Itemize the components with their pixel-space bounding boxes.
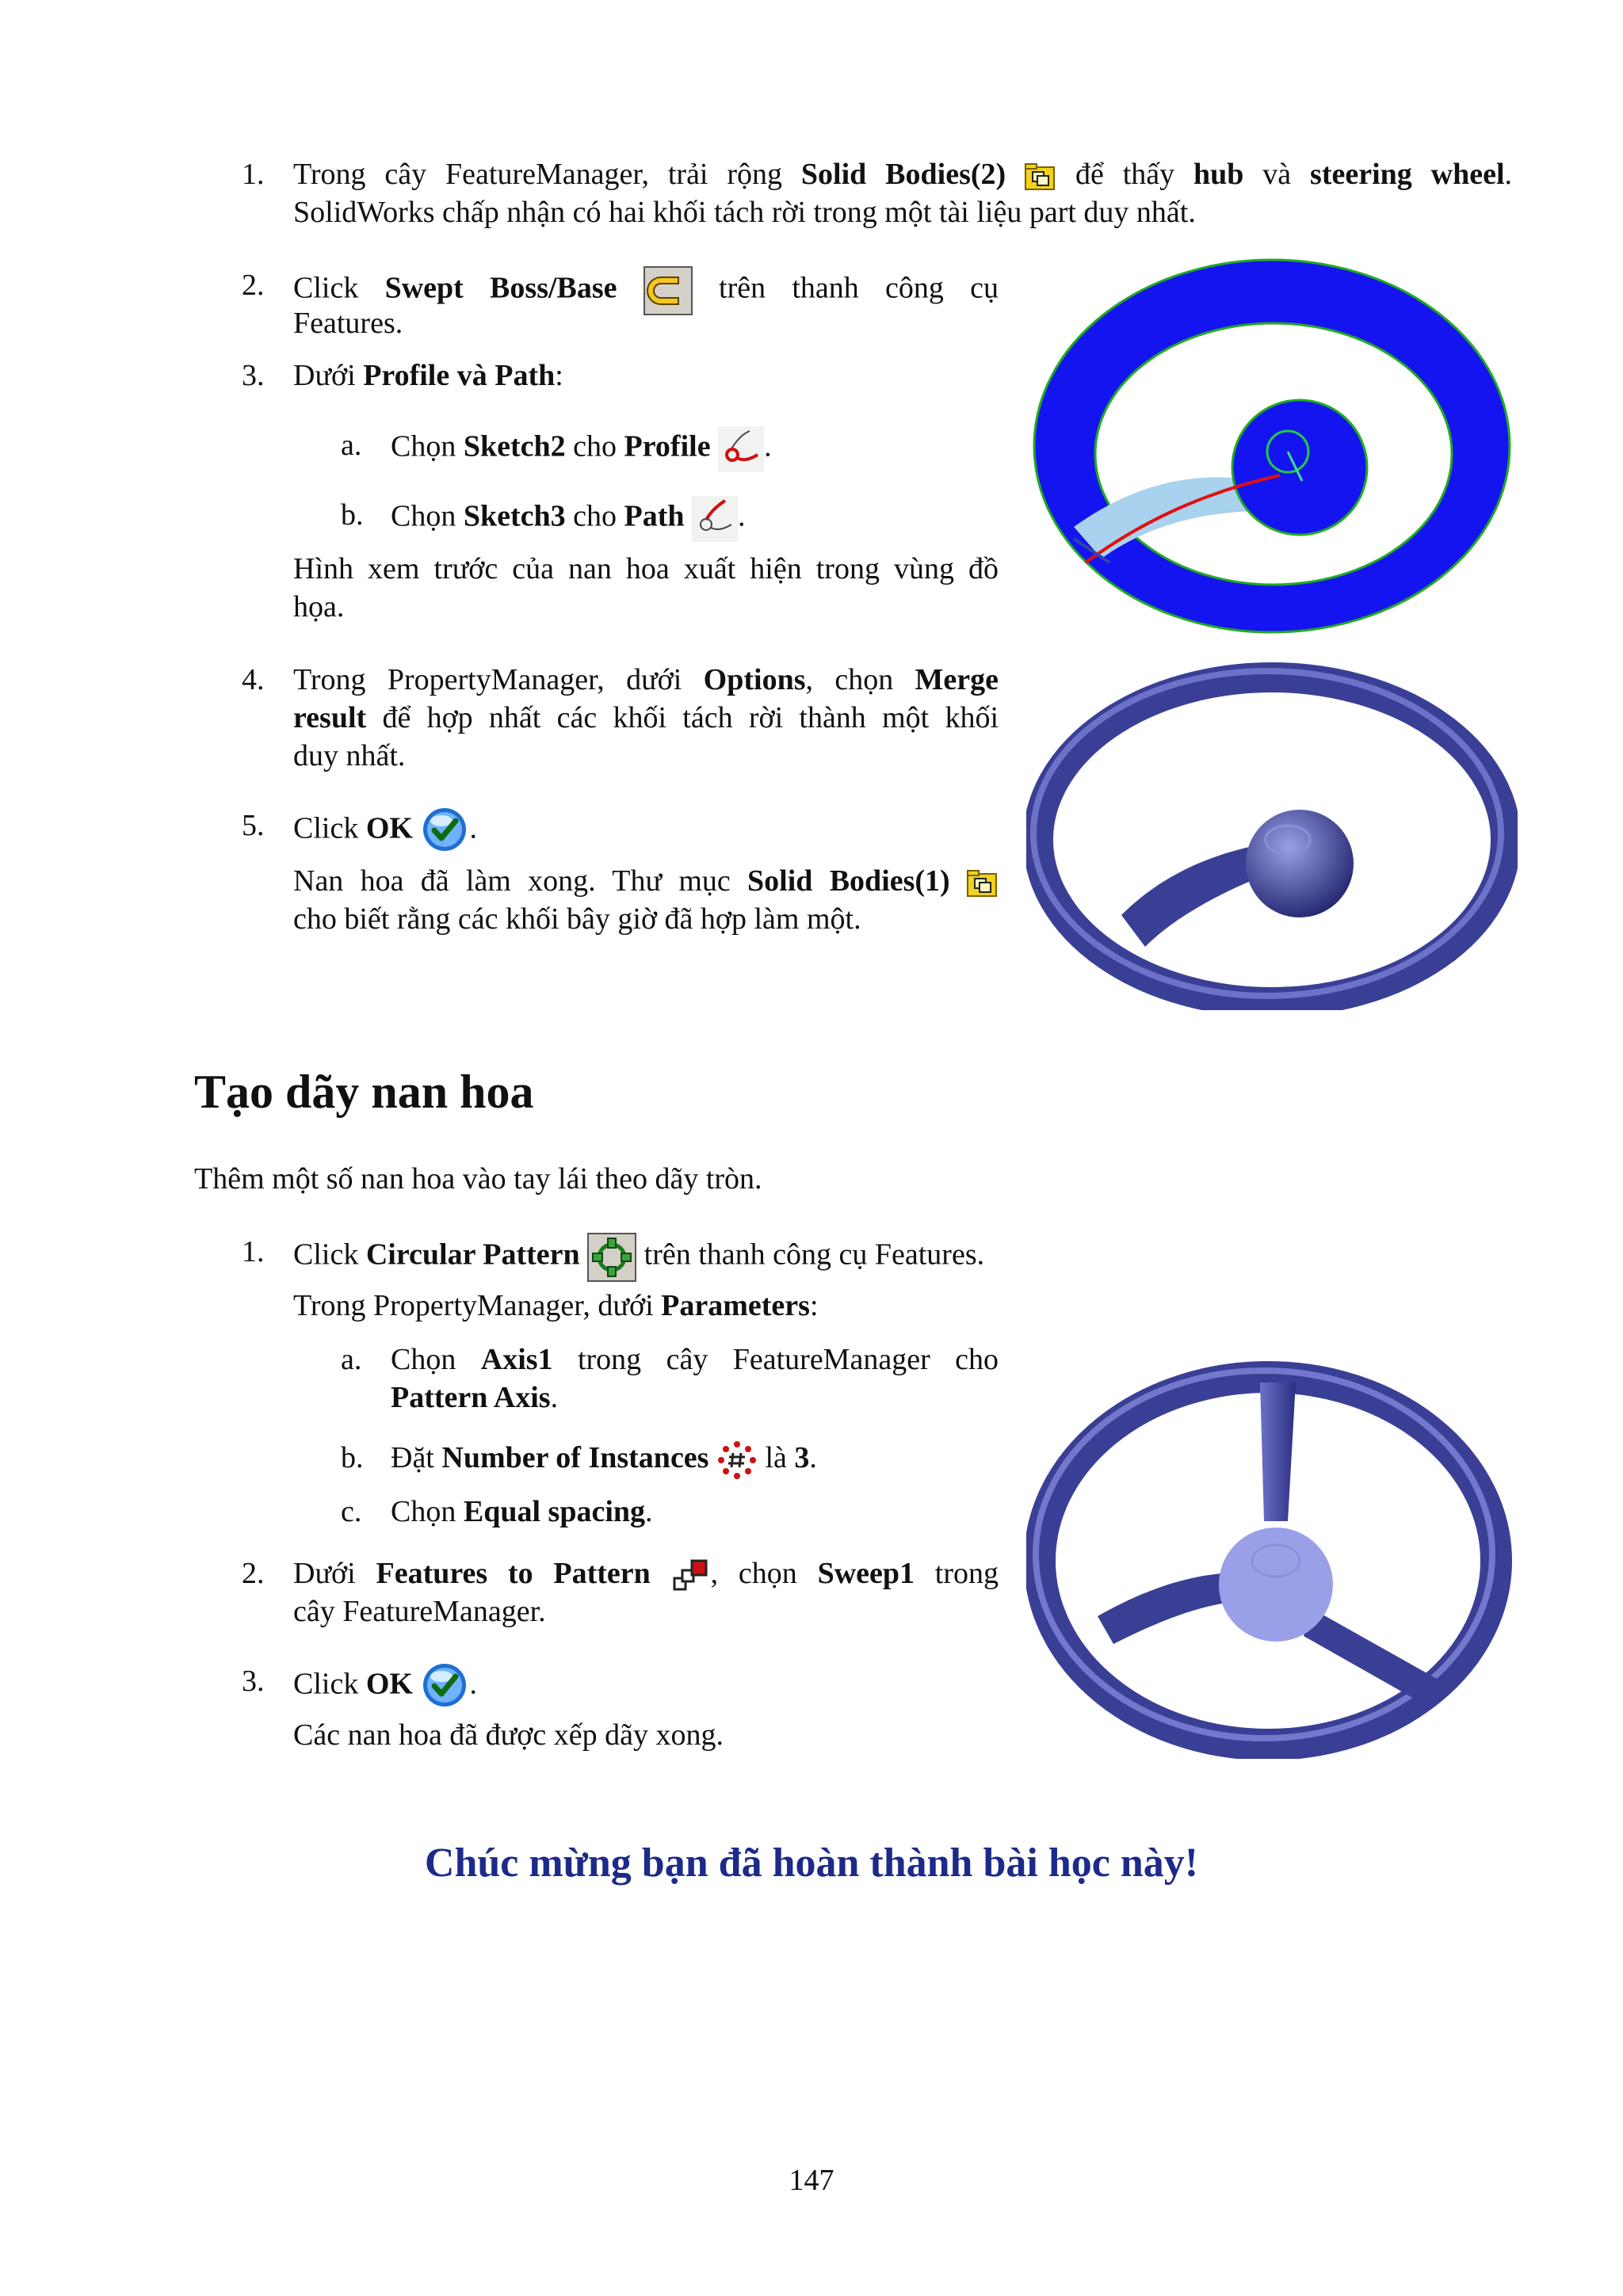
- path-sketch-icon: [692, 496, 738, 542]
- step-number: 1.: [242, 1235, 265, 1268]
- swept-boss-icon[interactable]: [643, 266, 693, 315]
- substep-letter: a.: [341, 1343, 362, 1376]
- section-heading: Tạo dãy nan hoa: [194, 1066, 534, 1118]
- patterned-wheel-figure: [1026, 1347, 1518, 1759]
- step-number: 1.: [242, 158, 265, 191]
- substep-letter: b.: [341, 1441, 364, 1474]
- step-number: 3.: [242, 1665, 265, 1698]
- substep-letter: b.: [341, 498, 364, 532]
- preview-note-line-1: Hình xem trước của nan hoa xuất hiện trong vùng đồ: [293, 552, 999, 585]
- section-intro: Thêm một số nan hoa vào tay lái theo dãy tròn.: [194, 1162, 762, 1196]
- pattern-step-1: Click Circular Pattern trên thanh công cụ Features.: [293, 1233, 984, 1282]
- preview-note-line-2: họa.: [293, 590, 345, 624]
- step-number: 2.: [242, 269, 265, 302]
- step-number: 3.: [242, 359, 265, 392]
- ok-check-icon[interactable]: [420, 1662, 469, 1711]
- ok-check-icon[interactable]: [420, 807, 469, 856]
- sweep-preview-figure: [1026, 250, 1518, 646]
- step-number: 2.: [242, 1557, 265, 1590]
- merged-wheel-figure: [1026, 662, 1518, 1010]
- step-4-line-1: Trong PropertyManager, dưới Options, chọn Merge: [293, 663, 999, 696]
- circular-pattern-icon[interactable]: [587, 1233, 636, 1282]
- step-3-line: Dưới Profile và Path:: [293, 359, 563, 392]
- profile-sketch-icon: [718, 426, 764, 472]
- substep-letter: a.: [341, 429, 362, 462]
- substep-a: Chọn Sketch2 cho Profile .: [391, 426, 772, 472]
- page-number: 147: [789, 2164, 834, 2197]
- pattern-step-2-line-1: Dưới Features to Pattern , chọn Sweep1 trong: [293, 1554, 999, 1596]
- pattern-substep-a-line-2: Pattern Axis.: [391, 1381, 559, 1414]
- pattern-step-1-note: Trong PropertyManager, dưới Parameters:: [293, 1289, 819, 1322]
- step-4-line-3: duy nhất.: [293, 739, 406, 772]
- step-1-line-1: Trong cây FeatureManager, trải rộng Solid Bodies(2) để thấy hub và steering wheel.: [293, 155, 1512, 193]
- step-2-line-1: Click Swept Boss/Base trên thanh công cụ: [293, 266, 999, 315]
- result-note-line-1: Nan hoa đã làm xong. Thư mục Solid Bodies(1): [293, 862, 999, 900]
- pattern-done-note: Các nan hoa đã được xếp dãy xong.: [293, 1718, 724, 1752]
- features-to-pattern-icon: [671, 1556, 711, 1596]
- pattern-substep-a-line-1: Chọn Axis1 trong cây FeatureManager cho: [391, 1343, 999, 1376]
- pattern-substep-c: Chọn Equal spacing.: [391, 1495, 653, 1528]
- substep-letter: c.: [341, 1495, 362, 1528]
- step-1-line-2: SolidWorks chấp nhận có hai khối tách rời trong một tài liệu part duy nhất.: [293, 196, 1196, 229]
- pattern-step-3: Click OK .: [293, 1662, 477, 1711]
- folder-icon: [967, 868, 999, 899]
- instances-icon: [716, 1440, 758, 1481]
- step-2-line-2: Features.: [293, 307, 403, 340]
- congratulations-message: Chúc mừng bạn đã hoàn thành bài học này!: [424, 1840, 1199, 1886]
- step-5-line: Click OK .: [293, 807, 477, 856]
- substep-b: Chọn Sketch3 cho Path .: [391, 496, 746, 542]
- step-4-line-2: result để hợp nhất các khối tách rời thành một khối: [293, 701, 999, 734]
- result-note-line-2: cho biết rằng các khối bây giờ đã hợp làm một.: [293, 902, 861, 936]
- step-number: 5.: [242, 809, 265, 842]
- folder-icon: [1025, 161, 1056, 193]
- pattern-step-2-line-2: cây FeatureManager.: [293, 1595, 546, 1628]
- pattern-substep-b: Đặt Number of Instances là 3.: [391, 1439, 817, 1481]
- step-number: 4.: [242, 663, 265, 696]
